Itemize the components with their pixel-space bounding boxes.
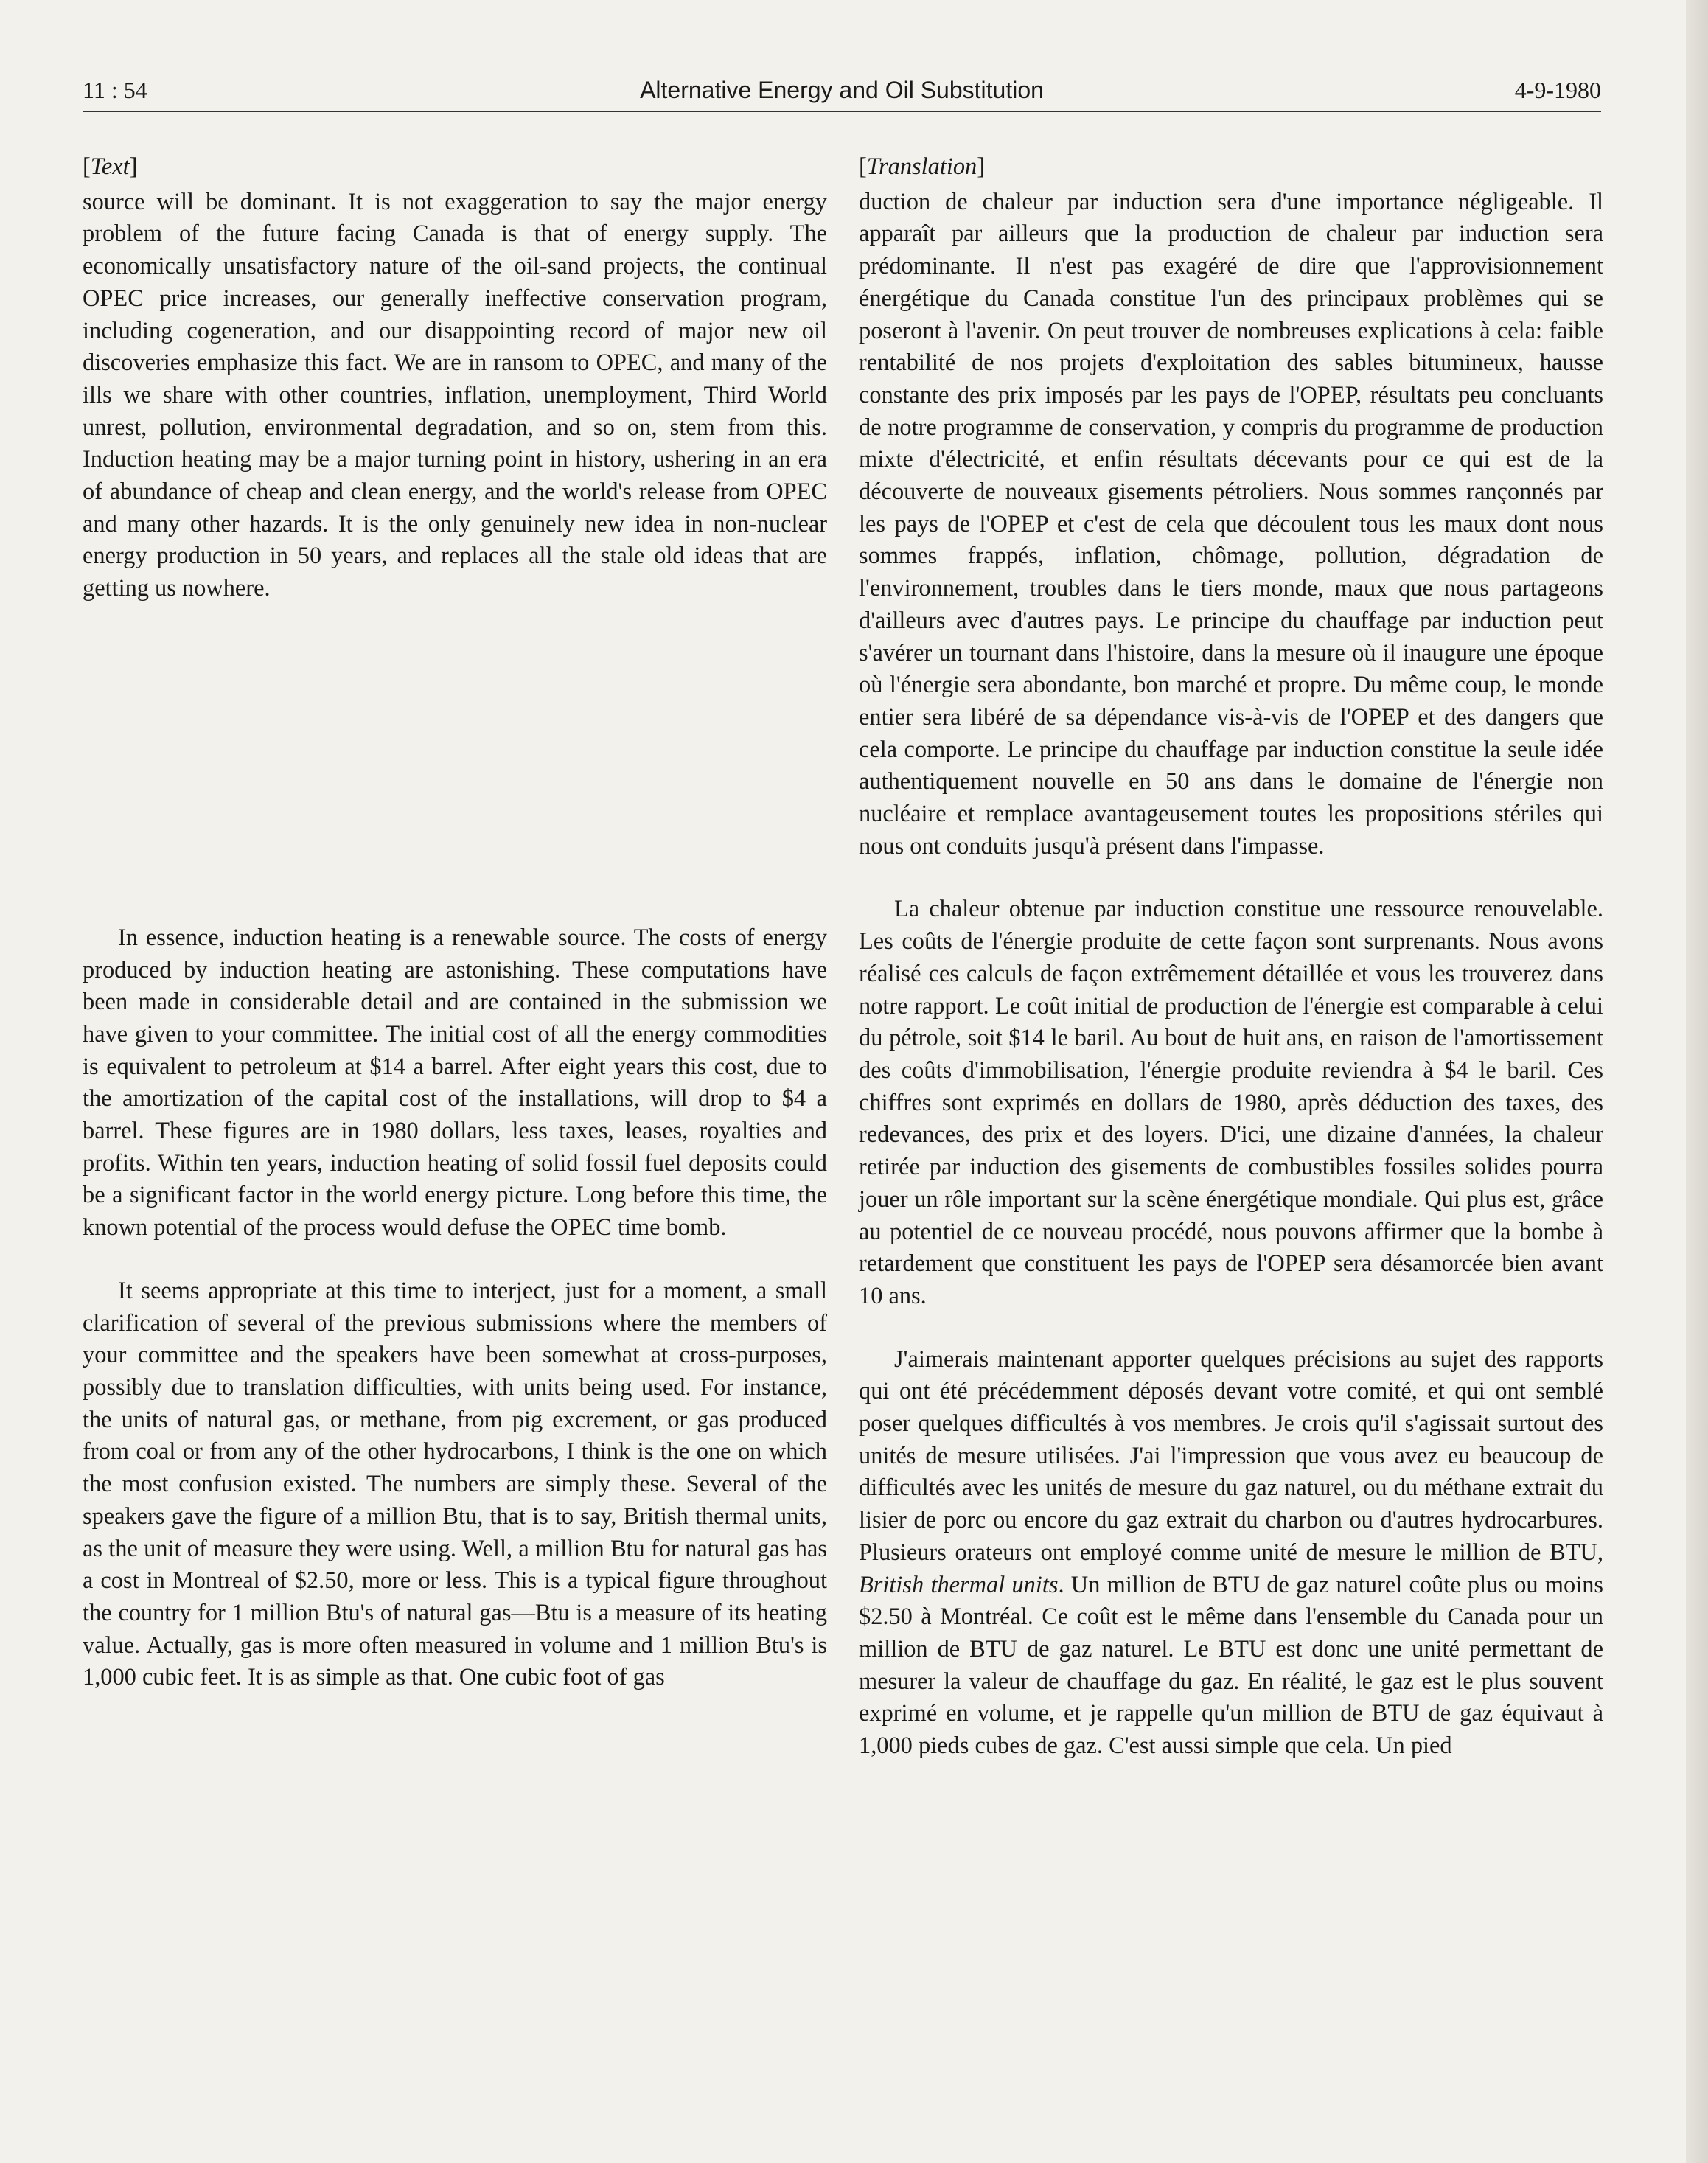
- english-column: [83, 151, 827, 1694]
- column-heading-translation: [Translation]: [859, 153, 986, 180]
- paragraph: duction de chaleur par induction sera d'une importance négligeable. Il apparaît par ailleurs que la production de chaleur par induction sera prédominante. Il n'est pas exagéré de dire que l'approvisionnement énergétique du Canada constitue l'un des principaux problèmes qui se poseront à l'avenir. On peut trouver de nombreuses explications à cela: faible rentabilité de nos projets d'exploitation des sables bitumineux, hausse constante des prix imposés par les pays de l'OPEP, résultats peu concluants de notre programme de conservation, y compris du programme de production mixte d'électricité, et enfin résultats décevants pour ce qui est de la découverte de nouveaux gisements pétroliers. Nous sommes rançonnés par les pays de l'OPEP et c'est de cela que découlent tous les maux dont nous sommes frappés, inflation, chômage, pollution, dégradation de l'environnement, troubles dans le tiers monde, maux que nous partageons d'ailleurs avec d'autres pays. Le principe du chauffage par induction peut s'avérer un tournant dans l'histoire, dans la mesure où il inaugure une époque où l'énergie sera abondante, bon marché et propre. Du même coup, le monde entier sera libéré de sa dépendance vis-à-vis de l'OPEP et des dangers que cela comporte. Le principe du chauffage par induction constitue la seule idée authentiquement nouvelle en 50 ans dans le domaine de l'énergie non nucléaire et remplace avantageusement toutes les propositions stériles qui nous ont conduits jusqu'à présent dans l'impasse.: [859, 188, 1603, 860]
- paragraph: source will be dominant. It is not exaggeration to say the major energy problem of the future facing Canada is that of energy supply. The economically unsatisfactory nature of the oil-sand projects, the continual OPEC price increases, our generally ineffective conservation program, including cogeneration, and our disappointing record of major new oil discoveries emphasize this fact. We are in ransom to OPEC, and many of the ills we share with other countries, inflation, unemployment, Third World unrest, pollution, environmental degradation, and so on, stem from this. Induction heating may be a major turning point in history, ushering in an era of abundance of cheap and clean energy, and the world's release from OPEC and many other hazards. It is the only genuinely new idea in non-nuclear energy production in 50 years, and replaces all the stale old ideas that are getting us nowhere.: [83, 188, 827, 602]
- paragraph: It seems appropriate at this time to interject, just for a moment, a small clarification of several of the previous submissions where the members of your committee and the speakers have been somewhat at cross-purposes, possibly due to translation difficulties, with units being used. For instance, the units of natural gas, or methane, from pig excrement, or gas produced from coal or from any of the other hydrocarbons, I think is the one on which the most confusion existed. The numbers are simply these. Several of the speakers gave the figure of a million Btu, that is to say, British thermal units, as the unit of measure they were using. Well, a million Btu for natural gas has a cost in Montreal of $2.50, more or less. This is a typical figure throughout the country for 1 million Btu's of natural gas—Btu is a measure of its heating value. Actually, gas is more often measured in volume and 1 million Btu's is 1,000 cubic feet. It is as simple as that. One cubic foot of gas: [83, 1277, 827, 1691]
- paragraph: [859, 1344, 1603, 1763]
- column-heading-text: [Text]: [83, 153, 138, 180]
- paragraph-text: J'aimerais maintenant apporter quelques précisions au sujet des rapports qui ont été précédemment déposés devant votre comité, et qui ont semblé poser quelques difficultés à vos membres. Je crois qu'il s'agissait surtout des unités de mesure utilisées. J'ai l'impression que vous avez eu beaucoup de difficultés avec les unités de mesure du gaz naturel, ou du méthane extrait du lisier de porc ou encore du gaz extrait du charbon ou d'autres hydrocarbures. Plusieurs orateurs ont employé comme unité de mesure le million de BTU,: [859, 1345, 1603, 1566]
- page-reference: 11 : 54: [83, 77, 147, 103]
- running-title: Alternative Energy and Oil Substitution: [640, 77, 1044, 103]
- paragraph: In essence, induction heating is a renewable source. The costs of energy produced by induction heating are astonishing. These computations have been made in considerable detail and are contained in the submission we have given to your committee. The initial cost of all the energy commodities is equivalent to petroleum at $14 a barrel. After eight years this cost, due to the amortization of the capital cost of the installations, will drop to $4 a barrel. These figures are in 1980 dollars, less taxes, leases, royalties and profits. Within ten years, induction heating of solid fossil fuel deposits could be a significant factor in the world energy picture. Long before this time, the known potential of the process would defuse the OPEC time bomb.: [83, 924, 827, 1241]
- paragraph: La chaleur obtenue par induction constitue une ressource renouvelable. Les coûts de l'énergie produite de cette façon sont surprenants. Nous avons réalisé ces calculs de façon extrêmement détaillée et vous les trouverez dans notre rapport. Le coût initial de production de l'énergie est comparable à celui du pétrole, soit $14 le baril. Au bout de huit ans, en raison de l'amortissement des coûts d'immobilisation, l'énergie produite reviendra à $4 le baril. Ces chiffres sont exprimés en dollars de 1980, après déduction des taxes, des redevances, des prix et des loyers. D'ici, une dizaine d'années, la chaleur retirée par induction des gisements de combustibles fossiles solides pourra jouer un rôle important sur la scène énergétique mondiale. Qui plus est, grâce au potentiel de ce nouveau procédé, nous pouvons affirmer que la bombe à retardement que constituent les pays de l'OPEP sera désamorcée bien avant 10 ans.: [859, 896, 1603, 1309]
- page-header: [83, 74, 1601, 112]
- french-column: [859, 151, 1603, 1763]
- italic-term: British thermal units: [859, 1571, 1059, 1598]
- page-edge-shadow: [1686, 0, 1708, 2163]
- heading-label: Translation: [866, 153, 977, 180]
- paragraph-text: . Un million de BTU de gaz naturel coûte plus ou moins $2.50 à Montréal. Ce coût est le même dans l'ensemble du Canada pour un million de BTU de gaz naturel. Le BTU est donc une unité permettant de mesurer la valeur de chauffage du gaz. En réalité, le gaz est le plus souvent exprimé en volume, et je rappelle qu'un million de BTU de gaz équivaut à 1,000 pieds cubes de gaz. C'est aussi simple que cela. Un pied: [859, 1571, 1603, 1760]
- page-date: 4-9-1980: [1514, 77, 1601, 103]
- heading-label: Text: [90, 153, 130, 180]
